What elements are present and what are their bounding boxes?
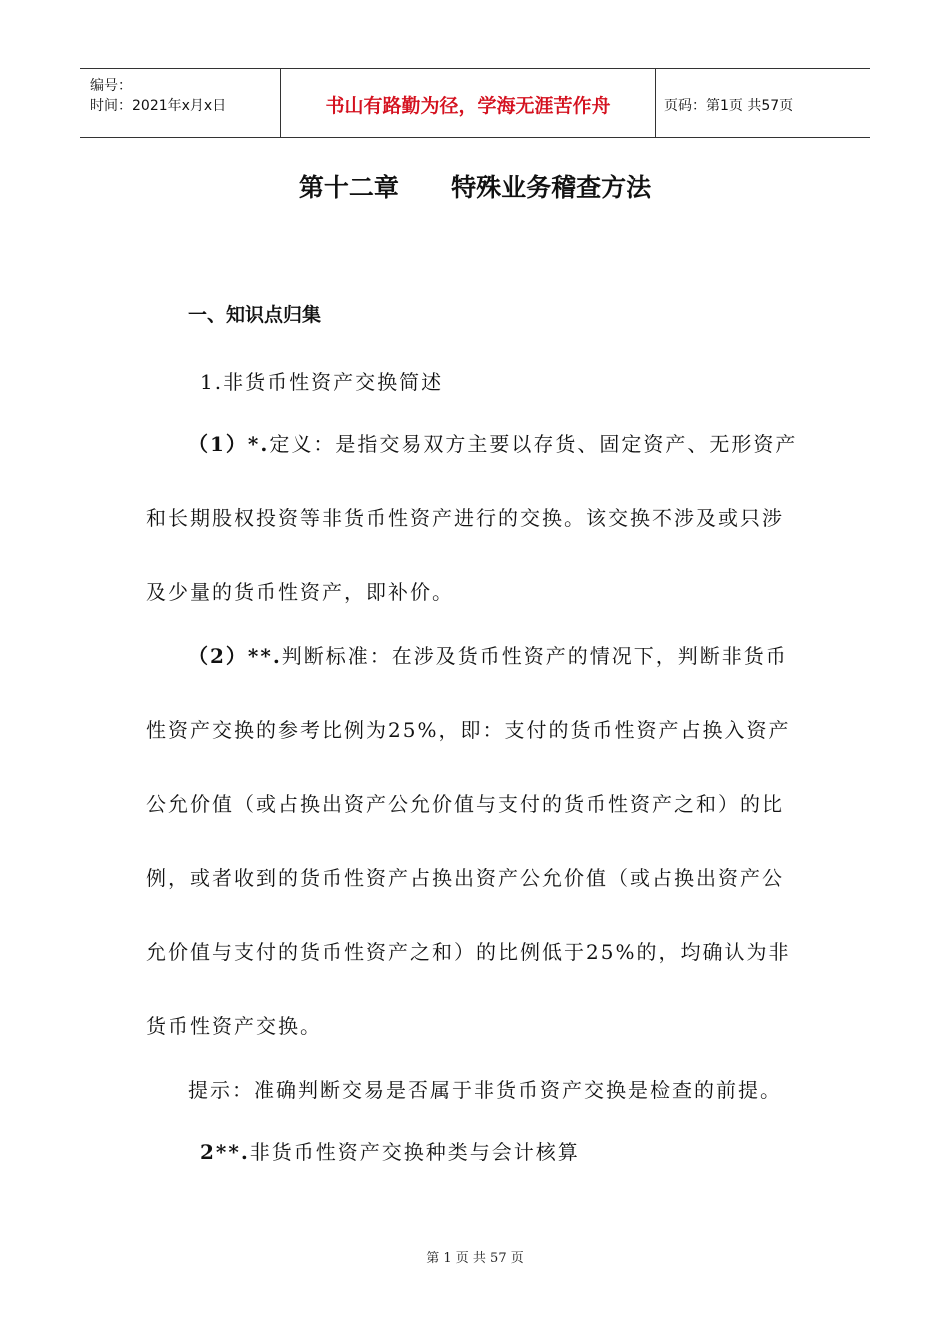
tip-text: 提示：准确判断交易是否属于非货币资产交换是检查的前提。: [188, 1078, 782, 1102]
page-footer: 第 1 页 共 57 页: [426, 1251, 524, 1266]
header-page-info: 页码：第1页 共57页: [664, 98, 794, 114]
section-heading: 一、知识点归集: [188, 304, 322, 326]
paragraph-1-line-2: 和长期股权投资等非货币性资产进行的交换。该交换不涉及或只涉: [146, 506, 784, 530]
chapter-title: 第十二章 特殊业务稽查方法: [298, 173, 652, 202]
paragraph-2-line-5: 允价值与支付的货币性资产之和）的比例低于25%的，均确认为非: [146, 940, 791, 964]
document-number-label: 编号：: [90, 78, 132, 94]
item-2-heading: [200, 1136, 580, 1165]
paragraph-2-line-4: 例，或者收到的货币性资产占换出资产公允价值（或占换出资产公: [146, 866, 784, 890]
header-motto: 书山有路勤为径，学海无涯苦作舟: [325, 95, 611, 117]
document-date: 时间：2021年x月x日: [90, 98, 227, 114]
item-2-marker: 2**.: [200, 1140, 250, 1164]
paragraph-1-text: 定义：是指交易双方主要以存货、固定资产、无形资产: [269, 432, 798, 456]
paragraph-2-line-3: 公允价值（或占换出资产公允价值与支付的货币性资产之和）的比: [146, 792, 784, 816]
header-meta: [80, 69, 280, 137]
paragraph-1-line-3: 及少量的货币性资产，即补价。: [146, 580, 454, 604]
header-page-cell: [656, 69, 870, 137]
paragraph-2-marker: （2）**.: [188, 644, 282, 668]
page-header: [80, 68, 870, 138]
paragraph-2-line-1: [188, 640, 788, 669]
header-motto-cell: [280, 69, 656, 137]
paragraph-1-line-1: [188, 428, 797, 457]
item-2-text: 非货币性资产交换种类与会计核算: [249, 1140, 580, 1164]
paragraph-1-marker: （1）*.: [188, 432, 270, 456]
paragraph-2-text: 判断标准：在涉及货币性资产的情况下，判断非货币: [281, 644, 788, 668]
item-1-heading: 1.非货币性资产交换简述: [200, 370, 444, 394]
paragraph-2-line-2: 性资产交换的参考比例为25%，即：支付的货币性资产占换入资产: [146, 718, 791, 742]
paragraph-2-line-6: 货币性资产交换。: [146, 1014, 322, 1038]
